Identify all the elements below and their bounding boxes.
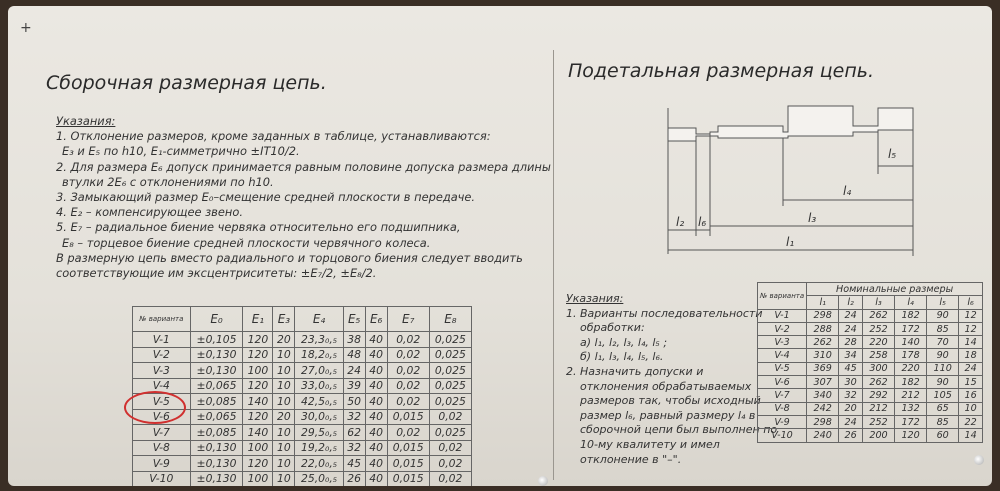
table-row bbox=[758, 349, 983, 362]
table-cell: V-3 bbox=[758, 336, 807, 349]
table-cell: 18,2₀,₅ bbox=[295, 347, 343, 363]
table-cell: 132 bbox=[895, 402, 927, 415]
note-line: обработки: bbox=[580, 321, 645, 335]
table-cell: 0,015 bbox=[387, 471, 429, 486]
table-cell: 120 bbox=[243, 347, 273, 363]
table-cell: 22,0₀,₅ bbox=[295, 456, 343, 472]
table-cell: 26 bbox=[839, 429, 863, 442]
table-cell: V-1 bbox=[133, 332, 191, 348]
table-cell: 262 bbox=[862, 309, 894, 322]
table-cell: ±0,130 bbox=[190, 440, 243, 456]
table-cell: V-3 bbox=[133, 363, 191, 379]
table-cell: 0,015 bbox=[387, 456, 429, 472]
note-line: сборочной цепи был выполнен по bbox=[580, 423, 778, 437]
table-cell: 19,2₀,₅ bbox=[295, 440, 343, 456]
table-cell: ±0,130 bbox=[190, 347, 243, 363]
table-cell: 24 bbox=[839, 415, 863, 428]
table-cell: 24 bbox=[343, 363, 365, 379]
table-cell: 33,0₀,₅ bbox=[295, 378, 343, 394]
table-cell: 242 bbox=[807, 402, 839, 415]
table-row bbox=[758, 415, 983, 428]
table-cell: 10 bbox=[273, 456, 295, 472]
table-cell: ±0,105 bbox=[190, 332, 243, 348]
table-cell: 220 bbox=[895, 362, 927, 375]
table-cell: 172 bbox=[895, 322, 927, 335]
table-cell: 0,02 bbox=[387, 363, 429, 379]
table-cell: 32 bbox=[343, 409, 365, 425]
table-cell: 200 bbox=[862, 429, 894, 442]
table-cell: 298 bbox=[807, 309, 839, 322]
table-cell: 32 bbox=[343, 440, 365, 456]
note-line: а) l₁, l₂, l₃, l₄, l₅ ; bbox=[580, 335, 668, 349]
table-cell: 14 bbox=[959, 429, 983, 442]
table-cell: 10 bbox=[273, 363, 295, 379]
table-cell: 39 bbox=[343, 378, 365, 394]
note-line: 4. E₂ – компенсирующее звено. bbox=[56, 205, 243, 220]
table-cell: 24 bbox=[839, 309, 863, 322]
table-cell: 10 bbox=[273, 394, 295, 410]
table-cell: 10 bbox=[273, 471, 295, 486]
table-cell: 0,02 bbox=[429, 456, 471, 472]
table-row bbox=[758, 322, 983, 335]
table-cell: V-6 bbox=[758, 376, 807, 389]
table-cell: 10 bbox=[273, 347, 295, 363]
note-line: размеров так, чтобы исходный bbox=[580, 394, 761, 408]
table-cell: 120 bbox=[243, 332, 273, 348]
note-line: E₈ – торцевое биение средней плоскости червячного колеса. bbox=[62, 235, 431, 250]
table-row bbox=[133, 456, 472, 472]
table-row bbox=[758, 336, 983, 349]
table-cell: 30 bbox=[839, 376, 863, 389]
table-cell: 12 bbox=[959, 322, 983, 335]
t2-subheader-cell: l₃ bbox=[862, 296, 894, 309]
table-cell: 18 bbox=[959, 349, 983, 362]
note-line: 5. E₇ – радиальное биение червяка относительно его подшипника, bbox=[56, 220, 461, 235]
table-cell: 300 bbox=[862, 362, 894, 375]
table-cell: 26 bbox=[343, 471, 365, 486]
t2-subheader-cell: l₁ bbox=[807, 296, 839, 309]
table-cell: 0,02 bbox=[387, 347, 429, 363]
table-cell: 298 bbox=[807, 415, 839, 428]
table-cell: 262 bbox=[807, 336, 839, 349]
t1-header-cell: E₆ bbox=[365, 307, 387, 332]
table-cell: 105 bbox=[927, 389, 959, 402]
table-cell: 90 bbox=[927, 349, 959, 362]
table-cell: 212 bbox=[895, 389, 927, 402]
table-cell: 100 bbox=[243, 471, 273, 486]
table-cell: ±0,065 bbox=[190, 378, 243, 394]
note-line: 1. Варианты последовательности bbox=[566, 306, 763, 320]
table-row bbox=[758, 376, 983, 389]
table-cell: 0,02 bbox=[387, 378, 429, 394]
note-line: E₃ и E₅ по h10, E₁-симметрично ±IT10/2. bbox=[62, 144, 300, 159]
table-cell: 85 bbox=[927, 322, 959, 335]
table-cell: 0,02 bbox=[387, 332, 429, 348]
table-cell: 34 bbox=[839, 349, 863, 362]
table-cell: ±0,130 bbox=[190, 471, 243, 486]
table-cell: 120 bbox=[243, 456, 273, 472]
divider-line bbox=[553, 50, 554, 480]
table-cell: 60 bbox=[927, 429, 959, 442]
table-cell: 0,025 bbox=[429, 363, 471, 379]
table-cell: 0,02 bbox=[429, 409, 471, 425]
label-l6: l₆ bbox=[698, 215, 707, 229]
table-cell: 120 bbox=[243, 409, 273, 425]
mounting-screw bbox=[538, 476, 548, 486]
t2-subheader-cell: l₄ bbox=[895, 296, 927, 309]
table-cell: 0,025 bbox=[429, 378, 471, 394]
table-cell: 24 bbox=[839, 322, 863, 335]
t1-header-cell: E₈ bbox=[429, 307, 471, 332]
table-cell: 22 bbox=[959, 415, 983, 428]
table-cell: V-8 bbox=[758, 402, 807, 415]
table-cell: 20 bbox=[273, 332, 295, 348]
crosshair-mark: + bbox=[20, 20, 32, 36]
highlight-circle bbox=[124, 391, 186, 424]
t1-header-cell: E₁ bbox=[243, 307, 273, 332]
table-cell: 40 bbox=[365, 394, 387, 410]
table-cell: 42,5₀,₅ bbox=[295, 394, 343, 410]
t1-header-cell: № варианта bbox=[133, 307, 191, 332]
right-notes bbox=[566, 292, 778, 467]
table-cell: V-6 bbox=[133, 409, 191, 425]
t2-subheader-cell: l₆ bbox=[959, 296, 983, 309]
t1-header-cell: E₀ bbox=[190, 307, 243, 332]
t1-header-cell: E₅ bbox=[343, 307, 365, 332]
table-cell: 172 bbox=[895, 415, 927, 428]
note-line: соответствующие им эксцентриситеты: ±E₇/2, ±E₈/2. bbox=[56, 266, 377, 281]
table-cell: 32 bbox=[839, 389, 863, 402]
table-cell: 100 bbox=[243, 363, 273, 379]
table-cell: 10 bbox=[273, 378, 295, 394]
table-cell: 0,02 bbox=[429, 471, 471, 486]
table-row bbox=[133, 440, 472, 456]
table-cell: 140 bbox=[895, 336, 927, 349]
table-cell: V-4 bbox=[758, 349, 807, 362]
table-cell: ±0,065 bbox=[190, 409, 243, 425]
table-cell: V-5 bbox=[758, 362, 807, 375]
t2-subheader-cell: l₂ bbox=[839, 296, 863, 309]
table-cell: 16 bbox=[959, 389, 983, 402]
table-row bbox=[758, 429, 983, 442]
t2-col-variant: № варианта bbox=[758, 283, 807, 310]
table-cell: 240 bbox=[807, 429, 839, 442]
note-line: б) l₁, l₃, l₄, l₅, l₆. bbox=[580, 350, 664, 364]
table-cell: 23,3₀,₅ bbox=[295, 332, 343, 348]
table-cell: 100 bbox=[243, 440, 273, 456]
table-cell: 288 bbox=[807, 322, 839, 335]
table-cell: 15 bbox=[959, 376, 983, 389]
table-cell: 220 bbox=[862, 336, 894, 349]
table-cell: 40 bbox=[365, 332, 387, 348]
table-cell: 262 bbox=[862, 376, 894, 389]
note-line: В размерную цепь вместо радиального и торцового биения следует вводить bbox=[56, 250, 523, 265]
table-cell: 25,0₀,₅ bbox=[295, 471, 343, 486]
table-cell: 27,0₀,₅ bbox=[295, 363, 343, 379]
table-cell: ±0,085 bbox=[190, 425, 243, 441]
t2-col-nominal: Номинальные размеры bbox=[807, 283, 983, 296]
table-cell: V-5 bbox=[133, 394, 191, 410]
table-cell: 0,025 bbox=[429, 347, 471, 363]
table-cell: 40 bbox=[365, 409, 387, 425]
table-cell: 0,015 bbox=[387, 409, 429, 425]
table-cell: 0,02 bbox=[429, 440, 471, 456]
label-l1: l₁ bbox=[786, 235, 795, 249]
table-cell: 182 bbox=[895, 309, 927, 322]
table-cell: 50 bbox=[343, 394, 365, 410]
table-cell: 40 bbox=[365, 378, 387, 394]
table-cell: 20 bbox=[273, 409, 295, 425]
table-cell: 28 bbox=[839, 336, 863, 349]
right-notes-heading: Указания: bbox=[566, 292, 624, 305]
table-cell: 48 bbox=[343, 347, 365, 363]
table-cell: 292 bbox=[862, 389, 894, 402]
table-cell: 0,025 bbox=[429, 425, 471, 441]
table-cell: 258 bbox=[862, 349, 894, 362]
label-l3: l₃ bbox=[808, 211, 817, 225]
assembly-chain-table bbox=[132, 306, 472, 486]
table-cell: 40 bbox=[365, 440, 387, 456]
table-cell: 65 bbox=[927, 402, 959, 415]
table-cell: V-7 bbox=[133, 425, 191, 441]
table-row bbox=[133, 425, 472, 441]
note-line: 3. Замыкающий размер E₀–смещение средней плоскости в передаче. bbox=[56, 190, 476, 205]
table-cell: 40 bbox=[365, 471, 387, 486]
table-cell: 38 bbox=[343, 332, 365, 348]
info-board bbox=[8, 6, 992, 486]
table-cell: 178 bbox=[895, 349, 927, 362]
table-cell: 70 bbox=[927, 336, 959, 349]
table-cell: V-9 bbox=[758, 415, 807, 428]
table-cell: 182 bbox=[895, 376, 927, 389]
table-cell: 40 bbox=[365, 456, 387, 472]
table-cell: 310 bbox=[807, 349, 839, 362]
table-cell: V-2 bbox=[133, 347, 191, 363]
table-row bbox=[758, 309, 983, 322]
detail-chain-table bbox=[757, 282, 983, 443]
mounting-screw bbox=[974, 455, 984, 465]
table-cell: 140 bbox=[243, 425, 273, 441]
table-cell: 40 bbox=[365, 425, 387, 441]
table-cell: 0,02 bbox=[387, 425, 429, 441]
table-cell: 120 bbox=[243, 378, 273, 394]
table-cell: 40 bbox=[365, 347, 387, 363]
table-cell: V-9 bbox=[133, 456, 191, 472]
table-cell: ±0,085 bbox=[190, 394, 243, 410]
notes-heading: Указания: bbox=[56, 114, 116, 128]
table-cell: 369 bbox=[807, 362, 839, 375]
table-row bbox=[133, 378, 472, 394]
table-cell: 0,015 bbox=[387, 440, 429, 456]
table-cell: ±0,130 bbox=[190, 363, 243, 379]
table-row bbox=[758, 402, 983, 415]
table-cell: 110 bbox=[927, 362, 959, 375]
left-notes bbox=[56, 114, 551, 281]
table-cell: 0,025 bbox=[429, 332, 471, 348]
table-cell: V-7 bbox=[758, 389, 807, 402]
table-cell: V-10 bbox=[133, 471, 191, 486]
table-cell: 10 bbox=[273, 425, 295, 441]
label-l4: l₄ bbox=[843, 184, 852, 198]
note-line: 1. Отклонение размеров, кроме заданных в таблице, устанавливаются: bbox=[56, 129, 491, 144]
note-line: 10-му квалитету и имел bbox=[580, 437, 720, 451]
table-cell: V-2 bbox=[758, 322, 807, 335]
note-line: 2. Назначить допуски и bbox=[566, 364, 704, 378]
table-cell: 45 bbox=[343, 456, 365, 472]
label-l5: l₅ bbox=[888, 147, 897, 161]
t1-header-cell: E₇ bbox=[387, 307, 429, 332]
table-cell: 90 bbox=[927, 376, 959, 389]
table-cell: 340 bbox=[807, 389, 839, 402]
table-cell: 85 bbox=[927, 415, 959, 428]
t1-header-cell: E₃ bbox=[273, 307, 295, 332]
table-row bbox=[133, 471, 472, 486]
table-row bbox=[133, 347, 472, 363]
table-cell: V-8 bbox=[133, 440, 191, 456]
left-title: Сборочная размерная цепь. bbox=[46, 72, 327, 94]
table-row bbox=[758, 389, 983, 402]
table-cell: 252 bbox=[862, 322, 894, 335]
table-cell: ±0,130 bbox=[190, 456, 243, 472]
t1-header-cell: E₄ bbox=[295, 307, 343, 332]
table-cell: 252 bbox=[862, 415, 894, 428]
note-line: отклонение в "–". bbox=[580, 452, 682, 466]
label-l2: l₂ bbox=[676, 215, 685, 229]
table-cell: 62 bbox=[343, 425, 365, 441]
table-cell: 29,5₀,₅ bbox=[295, 425, 343, 441]
table-cell: 307 bbox=[807, 376, 839, 389]
table-cell: V-1 bbox=[758, 309, 807, 322]
table-cell: 12 bbox=[959, 309, 983, 322]
table-cell: V-4 bbox=[133, 378, 191, 394]
table-cell: 24 bbox=[959, 362, 983, 375]
table-cell: 90 bbox=[927, 309, 959, 322]
table-cell: 10 bbox=[273, 440, 295, 456]
table-row bbox=[758, 362, 983, 375]
table-cell: 40 bbox=[365, 363, 387, 379]
note-line: отклонения обрабатываемых bbox=[580, 379, 752, 393]
note-line: 2. Для размера E₆ допуск принимается равным половине допуска размера длины bbox=[56, 159, 551, 174]
table-cell: 14 bbox=[959, 336, 983, 349]
t2-subheader-cell: l₅ bbox=[927, 296, 959, 309]
table-cell: 0,02 bbox=[387, 394, 429, 410]
table-cell: 0,025 bbox=[429, 394, 471, 410]
shaft-drawing bbox=[638, 96, 938, 256]
table-row bbox=[133, 363, 472, 379]
note-line: втулки 2E₆ с отклонениями по h10. bbox=[62, 174, 274, 189]
table-cell: 120 bbox=[895, 429, 927, 442]
table-row bbox=[133, 332, 472, 348]
table-cell: 140 bbox=[243, 394, 273, 410]
table-cell: V-10 bbox=[758, 429, 807, 442]
right-title: Подетальная размерная цепь. bbox=[568, 60, 875, 82]
table-cell: 10 bbox=[959, 402, 983, 415]
table-cell: 45 bbox=[839, 362, 863, 375]
note-line: размер l₆, равный размеру l₄ в bbox=[580, 408, 756, 422]
table-cell: 20 bbox=[839, 402, 863, 415]
table-cell: 30,0₀,₅ bbox=[295, 409, 343, 425]
table-cell: 212 bbox=[862, 402, 894, 415]
